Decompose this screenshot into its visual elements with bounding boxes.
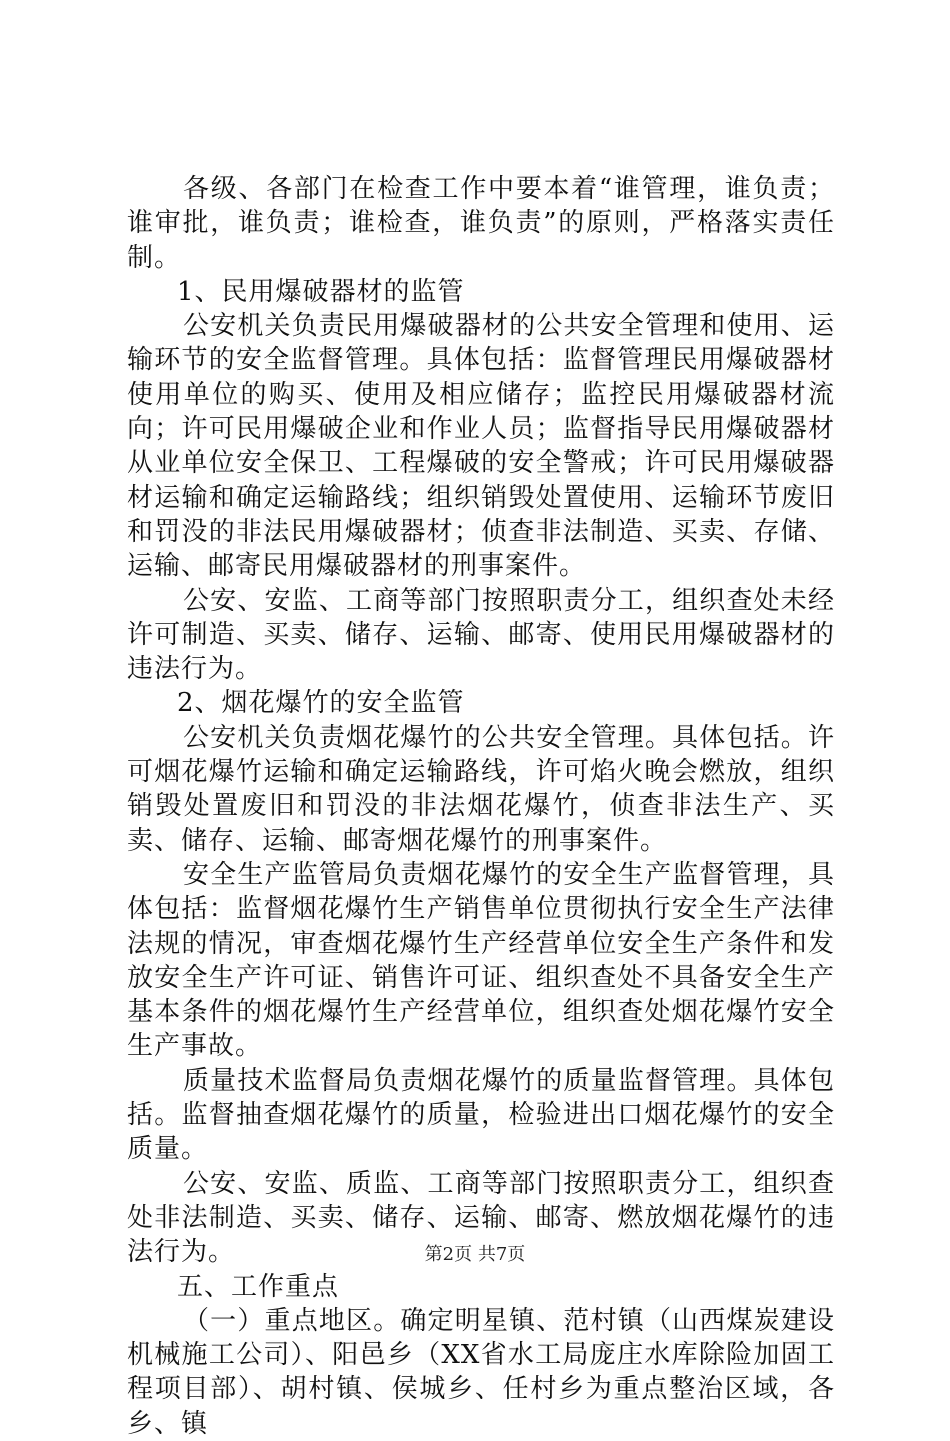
- paragraph-police-explosives: 公安机关负责民用爆破器材的公共安全管理和使用、运输环节的安全监督管理。具体包括：监督管理民用爆破器材使用单位的购买、使用及相应储存；监控民用爆破器材流向；许可民用爆破企业和作业人员；监督指导民用爆破器材从业单位安全保卫、工程爆破的安全警戒；许可民用爆破器材运输和确定运输路线；组织销毁处置使用、运输环节废旧和罚没的非法民用爆破器材；侦查非法制造、买卖、存储、运输、邮寄民用爆破器材的刑事案件。: [127, 311, 835, 582]
- paragraph-quality-bureau-fireworks: 质量技术监督局负责烟花爆竹的质量监督管理。具体包括。监督抽查烟花爆竹的质量，检验进出口烟花爆竹的安全质量。: [127, 1065, 835, 1165]
- paragraph-key-areas: （一）重点地区。确定明星镇、范村镇（山西煤炭建设机械施工公司）、阳邑乡（XX省水工局庞庄水库除险加固工程项目部）、胡村镇、侯城乡、任村乡为重点整治区域，各乡、镇: [127, 1305, 835, 1439]
- paragraph-departments-fireworks: 公安、安监、质监、工商等部门按照职责分工，组织查处非法制造、买卖、储存、运输、邮寄、燃放烟花爆竹的违法行为。: [127, 1168, 835, 1268]
- paragraph-responsibility: 各级、各部门在检查工作中要本着“谁管理，谁负责；谁审批，谁负责；谁检查，谁负责”的原则，严格落实责任制。: [127, 174, 835, 273]
- heading-explosives-supervision: 1、民用爆破器材的监管: [177, 276, 465, 307]
- paragraph-police-fireworks: 公安机关负责烟花爆竹的公共安全管理。具体包括。许可烟花爆竹运输和确定运输路线，许可焰火晚会燃放，组织销毁处置废旧和罚没的非法烟花爆竹，侦查非法生产、买卖、储存、运输、邮寄烟花爆竹的刑事案件。: [127, 722, 835, 856]
- heading-work-focus: 五、工作重点: [177, 1271, 340, 1302]
- heading-fireworks-supervision: 2、烟花爆竹的安全监管: [177, 688, 465, 719]
- paragraph-departments-explosives: 公安、安监、工商等部门按照职责分工，组织查处未经许可制造、买卖、储存、运输、邮寄、使用民用爆破器材的违法行为。: [127, 585, 835, 685]
- page-number-footer: 第2页 共7页: [424, 1244, 526, 1265]
- paragraph-safety-bureau-fireworks: 安全生产监管局负责烟花爆竹的安全生产监督管理，具体包括：监督烟花爆竹生产销售单位贯彻执行安全生产法律法规的情况，审查烟花爆竹生产经营单位安全生产条件和发放安全生产许可证、销售许可证、组织查处不具备安全生产基本条件的烟花爆竹生产经营单位，组织查处烟花爆竹安全生产事故。: [127, 859, 835, 1062]
